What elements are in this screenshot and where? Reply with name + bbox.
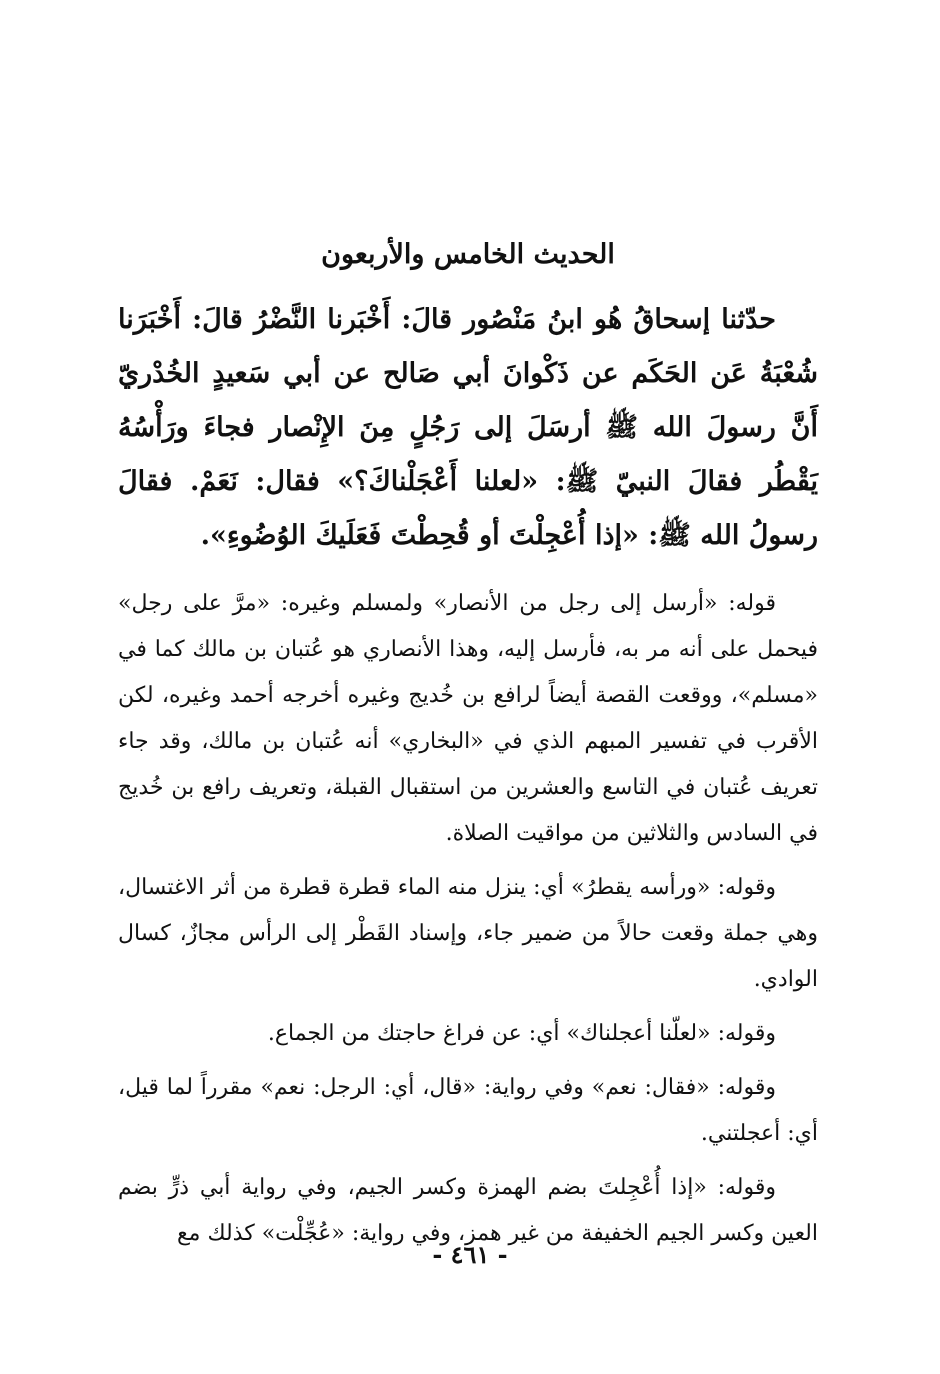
commentary-paragraph-3: وقوله: «لعلّنا أعجلناك» أي: عن فراغ حاجتك من الجماع.	[267, 1021, 776, 1046]
commentary-paragraph-4: وقوله: «فقال: نعم» وفي رواية: «قال، أي: الرجل: نعم» مقرراً لما قيل، أي: أعجلتني.	[118, 1075, 818, 1146]
page-number: - ٤٦١ -	[432, 1240, 508, 1269]
commentary-paragraph-1: قوله: «أرسل إلى رجل من الأنصار» ولمسلم وغيره: «مرَّ على رجل» فيحمل على أنه مر به، فأرسل إليه، وهذا الأنصاري هو عُتبان بن مالك كما في «مسلم»، ووقعت القصة أيضاً لرافع بن خُديج وغيره أخرجه أحمد وغيره، لكن الأقرب في تفسير المبهم الذي في «البخاري» أنه عُتبان بن مالك، وقد جاء تعريف عُتبان في التاسع والعشرين من استقبال القبلة، وتعريف رافع بن خُديج في السادس والثلاثين من مواقيت الصلاة.	[118, 591, 818, 846]
commentary-paragraph-2: وقوله: «ورأسه يقطرُ» أي: ينزل منه الماء قطرة قطرة من أثر الاغتسال، وهي جملة وقعت حالاً من ضمير جاء، وإسناد القَطْر إلى الرأس مجازٌ، كسال الوادي.	[118, 875, 818, 992]
page-body	[118, 235, 818, 1265]
commentary-paragraph-5: وقوله: «إذا أُعْجِلتَ بضم الهمزة وكسر الجيم، وفي رواية أبي ذرٍّ بضم العين وكسر الجيم الخفيفة من غير همز، وفي رواية: «عُجِّلْت» كذلك مع	[118, 1175, 818, 1246]
chapter-title: الحديث الخامس والأربعون	[321, 239, 615, 270]
hadith-text: حدّثنا إسحاقُ هُو ابنُ مَنْصُور قالَ: أَخْبَرنا النَّضْرُ قالَ: أَخْبَرَنا شُعْبَةُ عَن الحَكَم عن ذَكْوانَ أبي صَالح عن أبي سَعيدٍ الخُدْريّ أَنَّ رسولَ الله ﷺ أرسَلَ إلى رَجُلٍ مِنَ الإِنْصار فجاءَ ورَأْسُهُ يَقْطُر فقالَ النبيّ ﷺ: «لعلنا أَعْجَلْناكَ؟» فقال: نَعَمْ. فقالَ رسولُ الله ﷺ: «إذا أُعْجِلْتَ أو قُحِطْتَ فَعَلَيكَ الوُضُوءِ».	[118, 304, 818, 551]
